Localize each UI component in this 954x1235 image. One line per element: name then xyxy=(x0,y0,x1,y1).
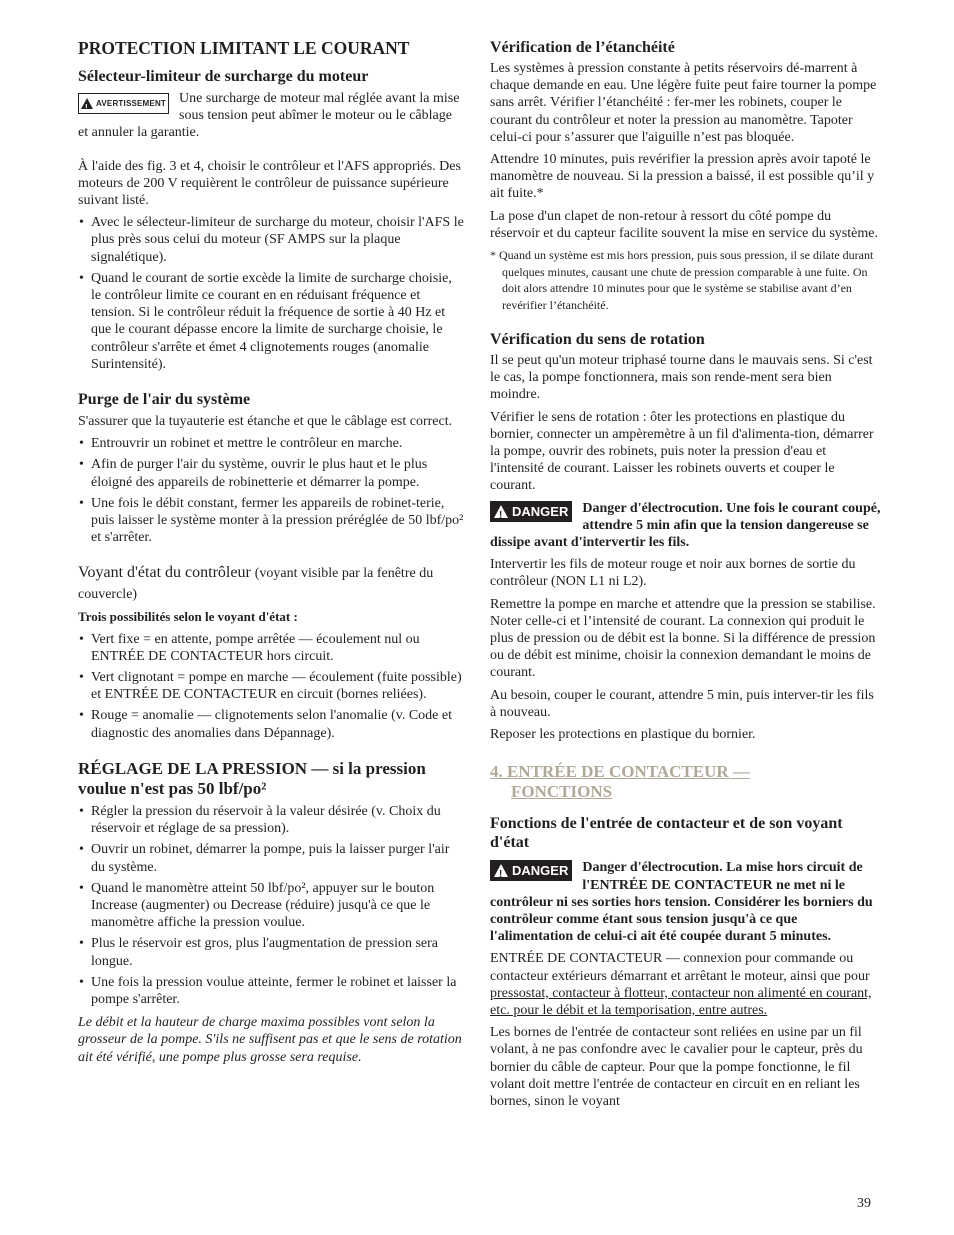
list-item: • Entrouvrir un robinet et mettre le contrôleur en marche. xyxy=(78,435,464,452)
spacer xyxy=(78,748,464,759)
section-title-protection: PROTECTION LIMITANT LE COURANT xyxy=(78,38,410,58)
purge-intro: S'assurer que la tuyauterie est étanche et que le câblage est correct. xyxy=(78,414,453,430)
right-column xyxy=(490,38,882,1115)
list-item: • Plus le réservoir est gros, plus l'augmentation de pression sera longue. xyxy=(78,935,464,969)
etancheite-p1: Les systèmes à pression constante à petits réservoirs dé-marrent à chaque demande en eau. Une légère fuite peut faire tourner la pompe sans arrêt. Vérifier l’étanchéité : fer-mer les robinets, couper le courant du contrôleur et noter la pression au manomètre. Tapoter celui-ci pour s’assurer que l'aiguille n’est pas bloquée. xyxy=(490,61,877,145)
section-heading-line1: 4. ENTRÉE DE CONTACTEUR — xyxy=(490,762,750,782)
spacer xyxy=(78,147,464,158)
spacer xyxy=(490,319,882,330)
heading-fonctions: Fonctions de l'entrée de contacteur et de son voyant d'état xyxy=(490,815,843,852)
danger-triangle-icon xyxy=(494,505,508,518)
list-item: • Régler la pression du réservoir à la valeur désirée (v. Choix du réservoir et réglage de sa pression). xyxy=(78,803,464,837)
danger-badge xyxy=(490,501,572,522)
fonctions-p1-text: ENTRÉE DE CONTACTEUR — connexion pour commande ou contacteur extérieurs démarrant et arrêtant le moteur, ainsi que pour xyxy=(490,951,870,984)
etancheite-p3: La pose d'un clapet de non-retour à ressort du côté pompe du réservoir et du capteur facilite souvent la mise en service du système. xyxy=(490,208,878,241)
fonctions-p2: Les bornes de l'entrée de contacteur sont reliées en usine par un fil volant, à ne pas confondre avec le cavalier pour le capteur, près du bornier du câble de capteur. Pour que la pompe fonctionne, le fil volant doit mettre l'entrée de contacteur en circuit en en reliant les bornes, sinon le voyant xyxy=(490,1025,863,1109)
purge-list xyxy=(78,435,464,546)
fonctions-danger xyxy=(490,859,882,945)
selecteur-list xyxy=(78,214,464,373)
rotation-p6: Reposer les protections en plastique du bornier. xyxy=(490,727,756,743)
list-item: • Une fois la pression voulue atteinte, fermer le robinet et laisser la pompe s'arrêter. xyxy=(78,974,464,1008)
rotation-p5: Au besoin, couper le courant, attendre 5 min, puis interver-tir les fils à nouveau. xyxy=(490,687,874,720)
warning-badge-label: AVERTISSEMENT xyxy=(96,98,167,108)
reglage-note: Le débit et la hauteur de charge maxima possibles vont selon la grosseur de la pompe. S'ils ne suffisent pas et que le sens de rotation ait été vérifié, une pompe plus grosse sera requise. xyxy=(78,1015,462,1065)
left-column xyxy=(78,38,464,1071)
danger-text: Danger d'électrocution. Une fois le courant coupé, attendre 5 min afin que la tension dangereuse se dissipe avant d'intervertir les fils. xyxy=(490,500,881,551)
heading-selecteur: Sélecteur-limiteur de surcharge du moteur xyxy=(78,68,369,85)
warning-text: Une surcharge de moteur mal réglée avant la mise sous tension peut abîmer le moteur ou le câblage et annuler la garantie. xyxy=(78,91,460,141)
list-item: • Afin de purger l'air du système, ouvrir le plus haut et le plus éloigné des appareils de robinetterie et démarrer la pompe. xyxy=(78,456,464,490)
heading-reglage: RÉGLAGE DE LA PRESSION — si la pression voulue n'est pas 50 lbf/po² xyxy=(78,758,426,798)
heading-voyant-note: (voyant visible par la fenêtre du couvercle) xyxy=(78,566,434,603)
rotation-danger xyxy=(490,500,882,552)
etancheite-footnote: * Quand un système est mis hors pression, puis sous pression, il se dilate durant quelques minutes, causant une chute de pression comparable à une fuite. On doit alors attendre 10 minutes pour que le système se stabilise avant d’en revérifier l’étanchéité. xyxy=(490,248,874,312)
spacer xyxy=(78,379,464,390)
list-item: • Une fois le débit constant, fermer les appareils de robinet-terie, puis laisser le système monter à la pression préréglée de 50 lbf/po² et s'arrêter. xyxy=(78,495,464,547)
warning-paragraph xyxy=(78,90,464,142)
heading-purge: Purge de l'air du système xyxy=(78,391,251,409)
warning-badge xyxy=(78,93,169,114)
danger-badge-label: DANGER xyxy=(512,863,569,879)
fonctions-p1-underlined: pressostat, contacteur à flotteur, contacteur non alimenté en courant, etc. pour le débit et la temporisation, entre autres. xyxy=(490,985,872,1018)
list-item: • Rouge = anomalie — clignotements selon l'anomalie (v. Code et diagnostic des anomalies dans Dépannage). xyxy=(78,707,464,741)
voyant-subheading: Trois possibilités selon le voyant d'état : xyxy=(78,609,298,625)
danger-badge-label: DANGER xyxy=(512,503,569,519)
fonctions-p1 xyxy=(490,950,882,1019)
selecteur-intro: À l'aide des fig. 3 et 4, choisir le contrôleur et l'AFS appropriés. Des moteurs de 200 V requièrent le contrôleur de puissance supérieure suivant listé. xyxy=(78,158,461,209)
list-item: • Vert fixe = en attente, pompe arrêtée — écoulement nul ou ENTRÉE DE CONTACTEUR hors circuit. xyxy=(78,631,464,665)
etancheite-p2: Attendre 10 minutes, puis revérifier la pression après avoir tapoté le manomètre de nouveau. Si la pression a baissé, il est possible qu’il y ait fuite.* xyxy=(490,152,875,202)
rotation-p1: Il se peut qu'un moteur triphasé tourne dans le mauvais sens. Si c'est le cas, la pompe fonctionnera, mais son rende-ment sera bien moindre. xyxy=(490,353,873,403)
rotation-p4: Remettre la pompe en marche et attendre que la pression se stabilise. Noter celle-ci et l’intensité de courant. La connexion qui produit le plus de pression ou de débit est la bonne. Si la différence de pression ou de débit est minime, choisir la connexion demandant le moins de courant. xyxy=(490,596,876,681)
reglage-list xyxy=(78,803,464,1008)
page-number: 39 xyxy=(857,1196,871,1211)
heading-etancheite: Vérification de l’étanchéité xyxy=(490,39,675,56)
danger-triangle-icon xyxy=(494,864,508,877)
section-heading-contacteur xyxy=(490,762,882,802)
list-item: • Quand le manomètre atteint 50 lbf/po², appuyer sur le bouton Increase (augmenter) ou Decrease (réduire) jusqu'à ce que le manomètre affiche la pression voulue. xyxy=(78,880,464,932)
list-item: • Avec le sélecteur-limiteur de surcharge du moteur, choisir l'AFS le plus près sous celui du moteur (SF AMPS sur la plaque signalétique). xyxy=(78,214,464,266)
list-item: • Ouvrir un robinet, démarrer la pompe, puis la laisser purger l'air du système. xyxy=(78,841,464,875)
heading-voyant-title: Voyant d'état du contrôleur xyxy=(78,564,251,582)
danger-badge xyxy=(490,860,572,881)
heading-voyant xyxy=(78,563,464,605)
spacer xyxy=(78,552,464,563)
section-heading-line2: FONCTIONS xyxy=(511,782,613,802)
spacer xyxy=(490,748,882,762)
list-item: • Vert clignotant = pompe en marche — écoulement (fuite possible) et ENTRÉE DE CONTACTEUR en circuit (bornes reliées). xyxy=(78,669,464,703)
voyant-list xyxy=(78,631,464,742)
heading-rotation: Vérification du sens de rotation xyxy=(490,331,705,349)
rotation-p2: Vérifier le sens de rotation : ôter les protections en plastique du bornier, connecter un ampèremètre à un fil d'alimenta-tion, démarrer la pompe, ouvrir des robinets, puis noter la pression d'eau et l'intensité de courant. Laisser les robinets ouverts et couper le courant. xyxy=(490,409,874,494)
danger-text: Danger d'électrocution. La mise hors circuit de l'ENTRÉE DE CONTACTEUR ne met ni le contrôleur ni ses sorties hors tension. Considérer les borniers du contrôleur comme étant sous tension jusqu'à ce que l'alimentation de celui-ci ait été coupée durant 5 minutes. xyxy=(490,860,873,945)
list-item: • Quand le courant de sortie excède la limite de surcharge choisie, le contrôleur limite ce courant en en réduisant fréquence et tension. Si le contrôleur réduit la fréquence de sortie à 40 Hz et que le courant dépasse encore la limite de surcharge choisie, le contrôleur s'arrête et émet 4 clignotements rouges (anomalie Surintensité). xyxy=(78,270,464,373)
warning-triangle-icon xyxy=(81,98,93,109)
rotation-p3: Intervertir les fils de moteur rouge et noir aux bornes de sortie du contrôleur (NON L1 ni L2). xyxy=(490,557,856,590)
